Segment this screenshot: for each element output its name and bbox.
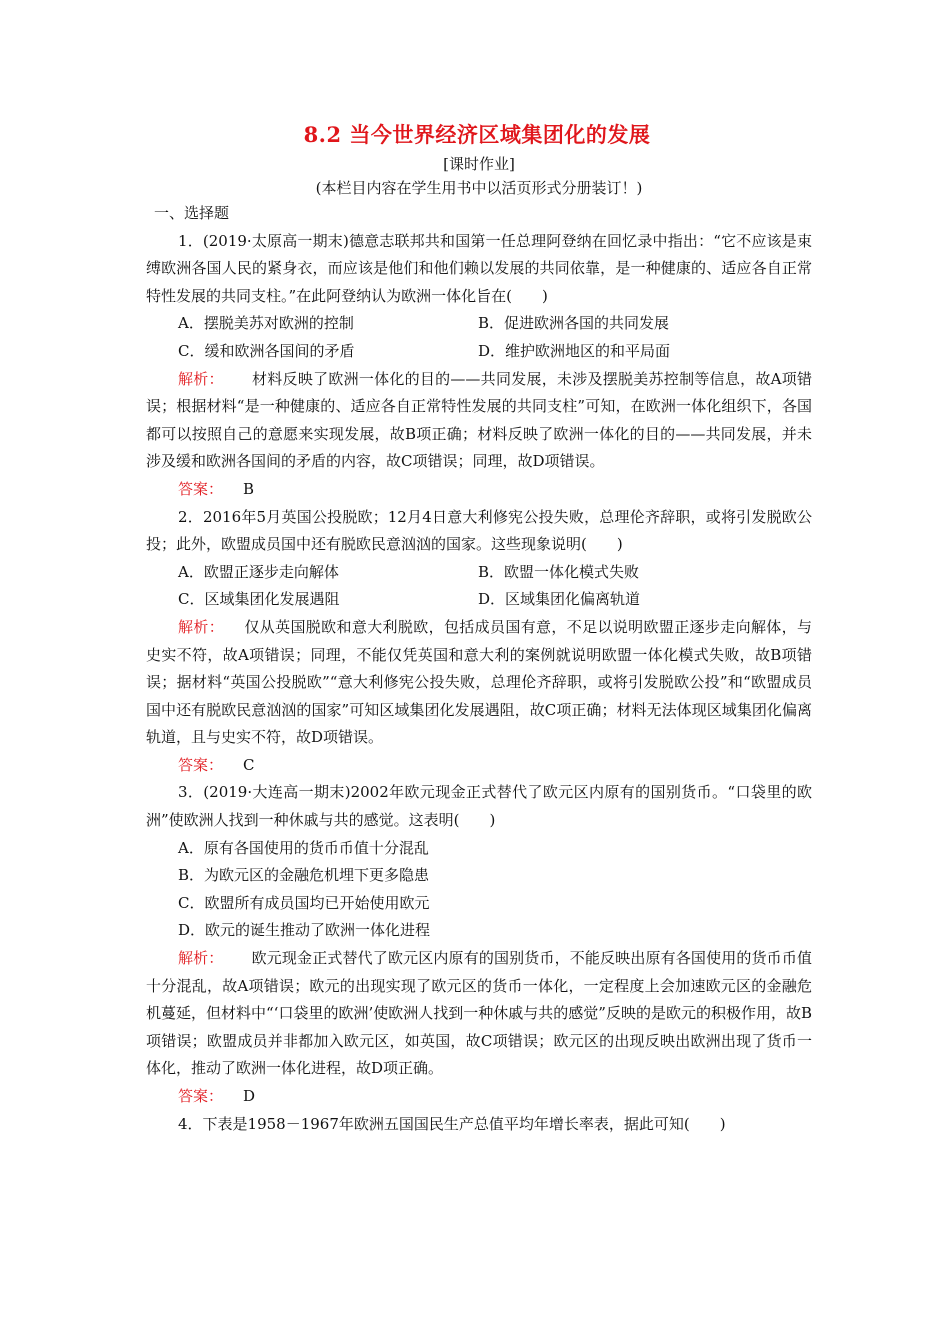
- section-heading: 一、选择题: [154, 204, 230, 222]
- question-1-options-row-1: [146, 310, 812, 338]
- question-2-stem: 2．2016年5月英国公投脱欧；12月4日意大利修宪公投失败，总理伦齐辞职，或将引发脱欧公投；此外，欧盟成员国中还有脱欧民意汹汹的国家。这些现象说明( ): [146, 507, 812, 554]
- question-2-option-a: A．欧盟正逐步走向解体: [178, 562, 339, 581]
- question-2-option-c: C．区域集团化发展遇阻: [178, 590, 340, 609]
- analysis-label: 解析：: [178, 617, 225, 636]
- question-1-analysis-text: 材料反映了欧洲一体化的目的——共同发展，未涉及摆脱美苏控制等信息，故A项错误；根据材料“是一种健康的、适应各自正常特性发展的共同支柱”可知，在欧洲一体化组织下，各国都可以按照自己的意愿来实现发展，故B项正确；材料反映了欧洲一体化的目的——共同发展，并未涉及缓和欧洲各国间的矛盾的内容，故C项错误；同理，故D项错误。: [146, 369, 812, 471]
- question-3-answer: [146, 1083, 812, 1111]
- question-1-option-d: D．维护欧洲地区的和平局面: [478, 341, 671, 360]
- question-3-stem: 3．(2019·大连高一期末)2002年欧元现金正式替代了欧元区内原有的国别货币。“口袋里的欧洲”使欧洲人找到一种休戚与共的感觉。这表明( ): [146, 783, 812, 830]
- question-2-analysis: [146, 614, 812, 752]
- question-1-option-c: C．缓和欧洲各国间的矛盾: [178, 341, 355, 360]
- question-3-analysis-text: 欧元现金正式替代了欧元区内原有的国别货币，不能反映出原有各国使用的货币币值十分混乱，故A项错误；欧元的出现实现了欧元区的货币一体化，一定程度上会加速欧元区的金融危机蔓延，但材料中“‘口袋里的欧洲’使欧洲人找到一种休戚与共的感觉”反映的是欧元的积极作用，故B项错误；欧盟成员并非都加入欧元区，如英国，故C项错误；欧元区的出现反映出欧洲出现了货币一体化，推动了欧洲一体化进程，故D项正确。: [146, 949, 812, 1078]
- question-2-option-b: B．欧盟一体化模式失败: [478, 562, 640, 581]
- analysis-label: 解析：: [178, 949, 224, 968]
- question-2-answer: [146, 752, 812, 780]
- question-1-options-row-2: [146, 338, 812, 366]
- question-1-option-b: B．促进欧洲各国的共同发展: [478, 314, 670, 333]
- question-1-answer-value: B: [243, 479, 255, 498]
- question-2-answer-value: C: [243, 755, 255, 774]
- question-1-analysis: [146, 366, 812, 476]
- question-3-analysis: [146, 945, 812, 1083]
- question-1-option-a: A．摆脱美苏对欧洲的控制: [178, 314, 354, 333]
- analysis-label: 解析：: [178, 369, 224, 388]
- question-1-stem: 1．(2019·太原高一期末)德意志联邦共和国第一任总理阿登纳在回忆录中指出：“它不应该是束缚欧洲各国人民的紧身衣，而应该是他们和他们赖以发展的共同依靠，是一种健康的、适应各自正常特性发展的共同支柱。”在此阿登纳认为欧洲一体化旨在( ): [146, 231, 812, 305]
- page-title: 8.2 当今世界经济区域集团化的发展: [303, 122, 651, 147]
- question-3-answer-value: D: [243, 1087, 256, 1105]
- question-3-option-a: A．原有各国使用的货币币值十分混乱: [178, 838, 429, 857]
- question-2-analysis-text: 仅从英国脱欧和意大利脱欧，包括成员国有意，不足以说明欧盟正逐步走向解体，与史实不符，故A项错误；同理，不能仅凭英国和意大利的案例就说明欧盟一体化模式失败，故B项错误；据材料“英国公投脱欧”“意大利修宪公投失败，总理伦齐辞职，或将引发脱欧公投”和“欧盟成员国中还有脱欧民意汹汹的国家”可知区域集团化发展遇阻，故C项正确；材料无法体现区域集团化偏离轨道，且与史实不符，故D项错误。: [146, 617, 812, 747]
- question-3-option-b: B．为欧元区的金融危机埋下更多隐患: [178, 866, 430, 885]
- answer-label: 答案：: [178, 1087, 224, 1105]
- document-page: [146, 118, 812, 1138]
- question-2-options-row-2: [146, 586, 812, 614]
- answer-label: 答案：: [178, 755, 224, 774]
- question-3-option-d: D．欧元的诞生推动了欧洲一体化进程: [178, 921, 431, 940]
- question-1-answer: [146, 476, 812, 504]
- question-2-option-d: D．区域集团化偏离轨道: [478, 590, 641, 609]
- question-2-options-row-1: [146, 559, 812, 587]
- answer-label: 答案：: [178, 479, 224, 498]
- question-4-stem: 4．下表是1958－1967年欧洲五国国民生产总值平均年增长率表，据此可知( ): [178, 1114, 726, 1133]
- question-3-option-c: C．欧盟所有成员国均已开始使用欧元: [178, 893, 430, 912]
- subtitle: [课时作业]: [443, 155, 515, 173]
- binding-note: (本栏目内容在学生用书中以活页形式分册装订！): [315, 179, 643, 197]
